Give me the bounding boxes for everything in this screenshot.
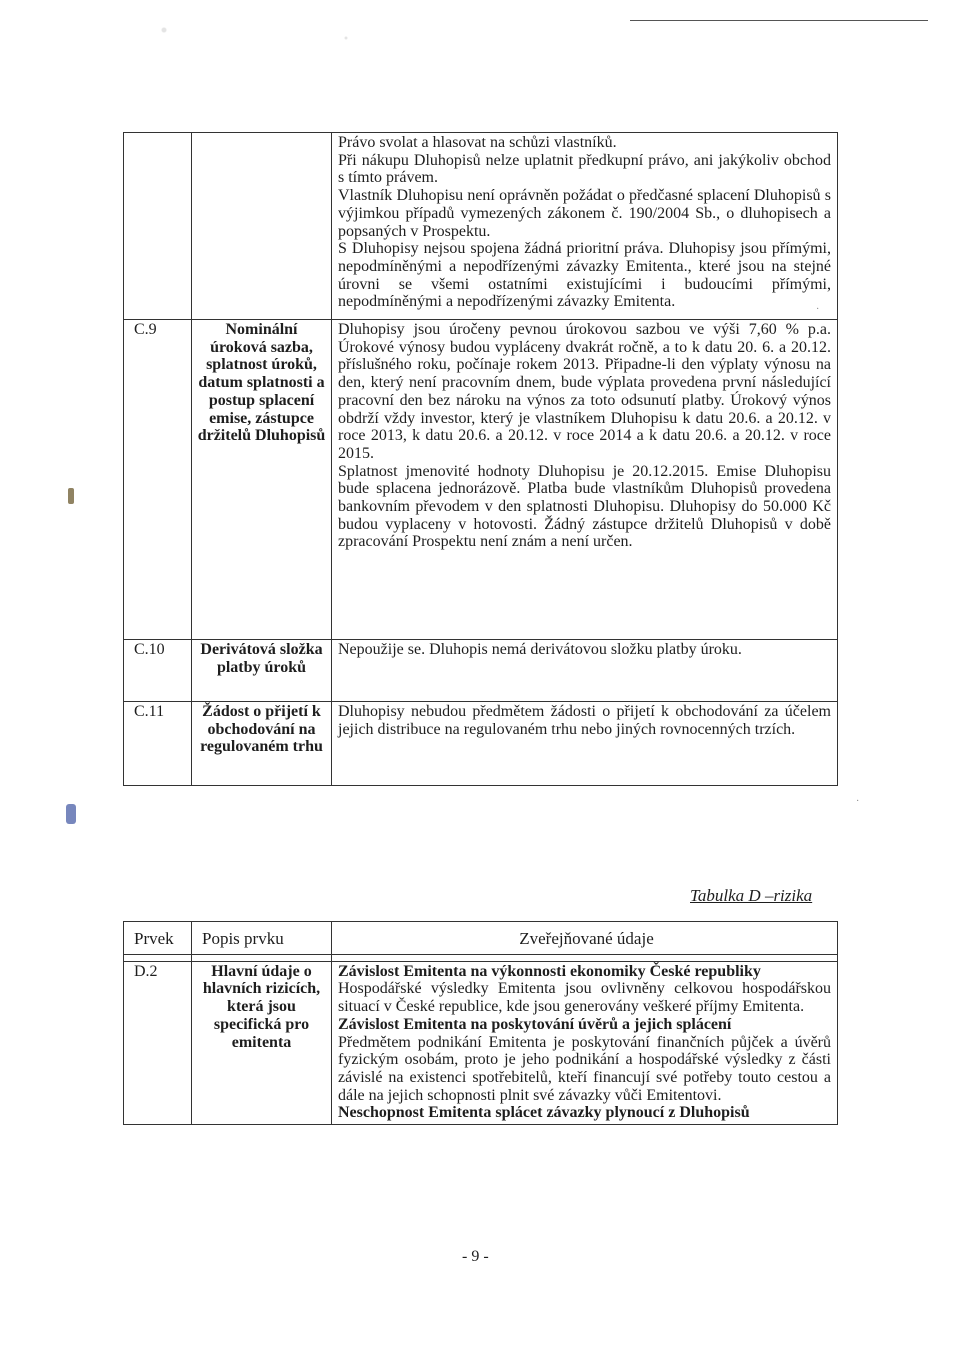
row-content	[332, 133, 838, 320]
header-udaje: Zveřejňované údaje	[332, 922, 838, 955]
header-popis: Popis prvku	[192, 922, 332, 955]
row-content	[332, 961, 838, 1124]
row-code: C.11	[124, 702, 192, 786]
section-title: Neschopnost Emitenta splácet závazky plynoucí z Dluhopisů	[338, 1104, 750, 1122]
header-gap	[124, 954, 838, 961]
binder-hole-mark	[66, 804, 76, 824]
table-caption: Tabulka D –rizika	[690, 886, 813, 905]
paragraph: S Dluhopisy nejsou spojena žádná prioritní práva. Dluhopisy jsou přímými, nepodmíněnými a nepodřízenými závazky Emitenta., které jsou na stejné úrovni se všemi ostatními existujícími i budoucími přímými, nepodmíněnými a nepodřízenými závazky Emitenta.	[338, 240, 831, 311]
table-c-summary	[123, 132, 838, 786]
paragraph: Při nákupu Dluhopisů nelze uplatnit předkupní právo, ani jakýkoliv obchod s tímto právem.	[338, 151, 831, 187]
table-row-c10	[124, 640, 838, 702]
section-text: Předmětem podnikání Emitenta je poskytování finančních půjček a úvěrů fyzickým osobám, proto je jeho podnikání a hospodářské výsledky z části závislé na existenci spotřebitelů, kteří financují své potřeby touto cestou a dále na jejich schopnosti plnit své závazky vůči Emitentovi.	[338, 1033, 831, 1104]
row-description: Žádost o přijetí k obchodování na regulovaném trhu	[192, 702, 332, 786]
section-title: Závislost Emitenta na výkonnosti ekonomiky České republiky	[338, 962, 761, 980]
table-row-c9	[124, 320, 838, 640]
paragraph: Dluhopisy nebudou předmětem žádosti o přijetí k obchodování za účelem jejich distribuce na regulovaném trhu nebo jiných rovnocenných trzích.	[338, 703, 831, 738]
paragraph: Splatnost jmenovité hodnoty Dluhopisu je 20.12.2015. Emise Dluhopisu bude splacena jednorázově. Platba bude vlastníkům Dluhopisů provedena bankovním převodem v den splatnosti Dluhopisu. Dluhopisy do 50.000 Kč budou vyplaceny v hotovosti. Žádný zástupce držitelů Dluhopisů v době zpracování Prospektu není znám a není určen.	[338, 462, 831, 551]
row-description	[192, 133, 332, 320]
header-prvek: Prvek	[124, 922, 192, 955]
paragraph: Nepoužije se. Dluhopis nemá derivátovou složku platby úroku.	[338, 641, 742, 659]
table-header-row	[124, 922, 838, 955]
table-d-risks	[123, 921, 838, 1125]
table-row-c11	[124, 702, 838, 786]
paragraph: Dluhopisy jsou úročeny pevnou úrokovou sazbou ve výši 7,60 % p.a. Úrokové výnosy budou vypláceny dvakrát ročně, a to k datu 20. 6. a 20.12. příslušného roku, počínaje rokem 2013. Připadne-li den výplaty výnosu na den, který není pracovním dnem, bude výplata provedena první následující pracovní den bez nároku na výnos za toto odsunutí platby. Úrokový výnos obdrží vždy investor, který je vlastníkem Dluhopisu k datu 20.6. a 20.12. v roce 2013, k datu 20.6. a 20.12. v roce 2014 a k datu 20.6. a 20.12. v roce 2015.	[338, 321, 831, 462]
paragraph: Vlastník Dluhopisu není oprávněn požádat o předčasné splacení Dluhopisů s výjimkou případů vymezených zákonem č. 190/2004 Sb., o dluhopisech a popsaných v Prospektu.	[338, 187, 831, 240]
paragraph: Právo svolat a hlasovat na schůzi vlastníků.	[338, 134, 617, 151]
scan-artifact: ·	[856, 796, 860, 807]
page-number: - 9 -	[462, 1248, 489, 1265]
row-description: Hlavní údaje o hlavních rizicích, která jsou specifická pro emitenta	[192, 961, 332, 1124]
row-code: D.2	[124, 961, 192, 1124]
row-content	[332, 320, 838, 640]
row-code: C.9	[124, 320, 192, 640]
scan-noise	[60, 14, 580, 54]
scan-artifact: ·	[816, 304, 820, 315]
scan-top-line	[630, 20, 928, 21]
section-text: Hospodářské výsledky Emitenta jsou ovlivněny celkovou hospodářskou situací v České republice, kde jsou generovány veškeré příjmy Emitenta.	[338, 980, 831, 1016]
table-row	[124, 133, 838, 320]
row-code: C.10	[124, 640, 192, 702]
row-code	[124, 133, 192, 320]
binder-hole-mark	[68, 488, 74, 504]
table-row-d2	[124, 961, 838, 1124]
row-description: Nominální úroková sazba, splatnost úroků, datum splatnosti a postup splacení emise, zástupce držitelů Dluhopisů	[192, 320, 332, 640]
row-content	[332, 702, 838, 786]
section-title: Závislost Emitenta na poskytování úvěrů a jejich splácení	[338, 1015, 732, 1033]
row-content	[332, 640, 838, 702]
row-description: Derivátová složka platby úroků	[192, 640, 332, 702]
